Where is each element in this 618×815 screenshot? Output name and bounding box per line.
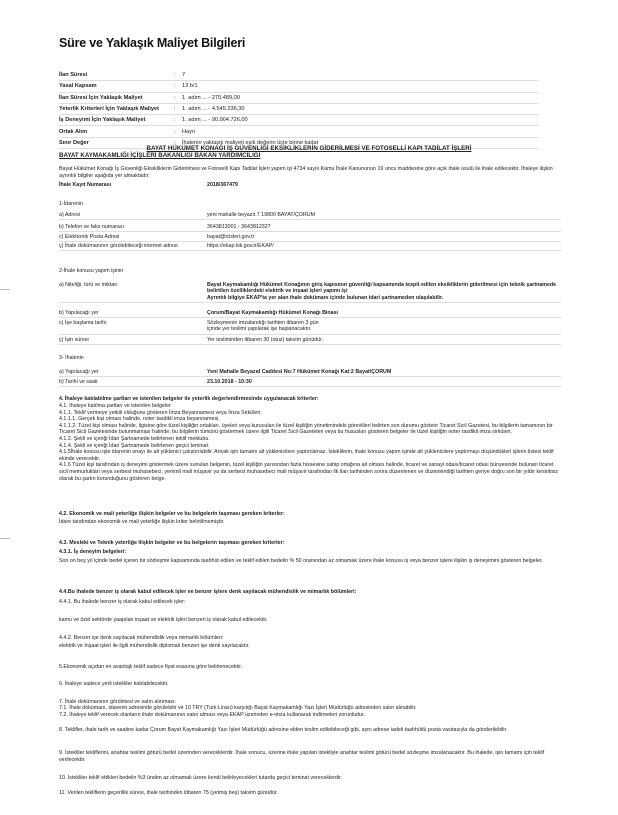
para-10: 10. İstekliler teklif ettikleri bedelin %3 ünden az olmamak üzere kendi belirleyecekleri tutarda geçici teminat vereceklerdir. — [59, 775, 342, 781]
para: 4.1.6 Tüzel kişi tarafından iş deneyimi göstermek üzere sunulan belgenin, tüzel kişiliğin yarısından fazla hissesine sahip ortağına ait olması halinde, ticaret ve sanayi odası/ticaret odası bünyesinde bulunan ticaret sicil memurlukları veya serbest muhasebeci, yeminli mali müşavir ya da serbest muhasebeci mali müşavir tarafından ilk ilan tarihinden sonra düzenlenen ve düzenlendiği tarihten geriye doğru son bir yıldır kesintisiz olarak bu şartın korunduğunu gösteren belge. — [59, 462, 559, 482]
section-42-text: İdare tarafından ekonomik ve mali yeterliğe ilişkin kriter belirtilmemiştir. — [59, 519, 225, 525]
tender-title: BAYAT HÜKÜMET KONAĞI İŞ GÜVENLİĞİ EKSİKLİKLERİN GİDERİLMESİ VE FOTOSELLİ KAPI TADİLAT İŞLERİ — [146, 145, 472, 152]
kv-row: a) Adresi yeni mahalle beyazıt 7 19800 BAYAT/ÇORUM — [59, 212, 561, 220]
para: 4.1. İhaleye katılma şartları ve istenilen belgeler — [59, 403, 171, 409]
section-441-text: kamu ve özel sektörde yaapılan inşaat ve elektrik işleri benzeri iş olarak kabul edilecektir. — [59, 617, 268, 623]
kv-row: c) Elektronik Posta Adresi bayat@icisleri.gov.tr — [59, 234, 561, 242]
ikn-row: İhale Kayıt Numarası 2018/367479 — [59, 182, 238, 188]
para: 4.1.1. Teklif vermeye yetkili olduğunu gösteren İmza Beyannamesi veya İmza Sirküleri; — [59, 409, 262, 416]
kv-row: c) İşe başlama tarihi Sözleşmenin imzalandığı tarihten itibaren 3 gün içinde yer teslimi yapılarak işe başlanacaktır. — [59, 320, 561, 335]
para-5: 5.Ekonomik açıdan en avantajlı teklif sadece fiyat esasına göre belirlenecektir. — [59, 664, 243, 670]
section-442-title: 4.4.2. Benzer işe denk sayılacak mühendislik veya mimarlık bölümleri: — [59, 635, 224, 641]
summary-row: Sınır Değer : İhalenin yaklaşık maliyeti eşik değerin üçte birine kadar — [59, 138, 539, 149]
para: 4.1.2. Şekli ve içeriği İdari Şartnamede belirlenen teklif mektubu. — [59, 435, 210, 442]
section-43-title: 4.3. Mesleki ve Teknik yeterliğe ilişkin belgeler ve bu belgelerin taşıması gereken kriterler: — [59, 540, 285, 546]
kv-row: b) Yapılacağı yer Çorum/Bayat Kaymakamlığı Hükümet Konağı Binası — [59, 310, 561, 318]
section-44-title: 4.4.Bu ihalede benzer iş olarak kabul edilecek işler ve benzer işlere denk sayılacak mühendislik ve mimarlık bölümleri: — [59, 589, 357, 595]
summary-row: İlan Süresi İçin Yaklaşık Maliyet : 1. adım ... - 270.489,00 — [59, 93, 539, 104]
section-442-text: elektrik ve İnşaat işleri ile ilgili mühendislik diplomalı benzeri işe denk sayılacaktır. — [59, 643, 250, 649]
summary-table — [59, 60, 539, 149]
summary-row: Yasal Kapsam : 13 b/1 — [59, 81, 539, 92]
authority-title: BAYAT KAYMAKAMLIĞI İÇİŞLERİ BAKANLIĞI BAKAN YARDIMCILIĞI — [59, 152, 261, 159]
para-7-title: 7. İhale dokümanının görülmesi ve satın alınması: — [59, 699, 176, 705]
section-4-title: 4. İhaleye katılabilme şartları ve istenilen belgeler ile yeterlik değerlendirmesinde uygulanacak kriterler: — [59, 396, 319, 402]
margin-mark — [0, 289, 10, 290]
section-431-title: 4.3.1. İş deneyim belgeleri: — [59, 549, 127, 555]
summary-row: İş Deneyimi İçin Yaklaşık Maliyet : 1. adım ... - 90.904.726,00 — [59, 115, 539, 126]
section-2-title: 2-İhale konusu yapım işinin — [59, 268, 124, 274]
kv-row: a) Yapılacağı yer Yeni Mahalle Beyazıd Caddesi No:7 Hükümet Konağı Kat:2 Bayat/ÇORUM — [59, 369, 561, 377]
para-11: 11. Verilen tekliflerin geçerlilik süresi, ihale tarihinden itibaren 75 (yetmiş beş) takvim günüdür. — [59, 790, 278, 796]
kv-row: b) Telefon ve faks numarası 3643813001 - 3643812327 — [59, 224, 561, 232]
section-431-text: Son on beş yıl içinde bedel içeren bir sözleşme kapsamında taahhüt edilen ve teklif edilen bedelin % 50 oranından az olmamak üzere ihale konusu iş veya benzer işlere ilişkin iş deneyimini gösteren belgeler. — [59, 558, 543, 564]
kv-row: ç) İşin süresi Yer tesliminden itibaren 30 (otuz) takvim günüdür. — [59, 337, 561, 345]
para: 4.1.1.1. Gerçek kişi olması halinde, noter tasdikli imza beyannamesi, — [59, 416, 220, 423]
para-6: 6. İhaleye sadece yerli istekliler katılabilecektir. — [59, 681, 169, 687]
para: 4.1.5İhale konusu işte idarenin onayı ile alt yüklenici çalıştırılabilir. Ancak işin tamamı alt yüklenicilere yaptırılamaz. İsteklilerin, ihale konusu yapım işinde alt yüklenicilere yaptırmayı düşündükleri işlerin listesi teklif ekinde verecektir. — [59, 449, 554, 462]
summary-row: Yeterlik Kriterleri İçin Yaklaşık Maliyet : 1. adım ... - 4.545.236,30 — [59, 104, 539, 115]
summary-row: İlan Süresi : 7 — [59, 70, 539, 81]
intro-text: Bayat Hükümet Konağı İş Güvenliği Eksikliklerin Giderilmesi ve Fotoselli Kapı Tadilat İşleri yapım işi 4734 sayılı Kamu İhale Kanununun 19 uncu maddesine göre açık ihale usulü ile ihale edilecektir. İhaleye ilişkin ayrıntılı bilgiler aşağıda yer almaktadır: — [59, 166, 553, 179]
para: 4.1.4. Şekli ve içeriği İdari Şartnamede belirlenen geçici teminat. — [59, 442, 210, 449]
section-4-body — [59, 403, 561, 482]
page-title: Süre ve Yaklaşık Maliyet Bilgileri — [59, 36, 246, 50]
kv-row: ç) İhale dokümanının görülebileceği internet adresi https://ekap.kik.gov.tr/EKAP/ — [59, 243, 561, 251]
margin-mark — [0, 538, 10, 539]
kv-row: b) Tarihi ve saati 23.10.2018 - 10:30 — [59, 379, 561, 387]
section-42-title: 4.2. Ekonomik ve mali yeterliğe ilişkin belgeler ve bu belgelerin taşıması gereken kriterler: — [59, 511, 285, 517]
section-3-title: 3- İhalenin — [59, 355, 84, 361]
para-9: 9. İstekliler tekliflerini, anahtar teslimi götürü bedel üzerinden vereceklerdir. İhale sonucu, üzerine ihale yapılan istekliyle anahtar teslimi götürü bedel sözleşme imzalanacaktır. Bu ihalede, işin tamamı için teklif verilecektir. — [59, 750, 545, 763]
kv-row: a) Niteliği, türü ve miktarı Bayat Kaymakamlığı Hükümet Konağının giriş kapısının güvenliği kapsamında tespit edilen eksikliklerin giderilmesi için teknik şartnamede belirtilen özelliklerdeki elektrik ve inşaat işleri yapımı işi Ayrıntılı bilgiye EKAP'ta yer alan ihale dokümanı içinde bulunan idari şartnameden ulaşılabilir. — [59, 282, 561, 303]
para-8: 8. Teklifler, ihale tarih ve saatine kadar Çorum Bayat Kaymakamlığı Yazı İşleri Müdürlüğü adresine elden teslim edilebileceği gibi, aynı adrese iadeli taahhütlü posta vasıtasıyla da gönderilebilir. — [59, 727, 508, 733]
para-7-2: 7.2. İhaleye teklif verecek olanların ihale dokümanının satın alması veya EKAP üzerinden e-imza kullanarak indirmeleri zorunludur. — [59, 712, 365, 718]
section-1-title: 1-İdarenin — [59, 201, 83, 207]
summary-row: Ortak Alım : Hayır — [59, 126, 539, 137]
para: 4.1.1.2. Tüzel kişi olması halinde, ilgisine göre tüzel kişiliğin ortakları, üyeleri veya kurucuları ile tüzel kişiliğin yönetimindeki görevlileri belirten son durumu gösterir Ticaret Sicil Gazetesi, bu bilgilerin tamamının bir Ticaret Sicil Gazetesinde bulunmaması halinde, bu bilgilerin tümünü göstermek üzere ilgili Ticaret Sicil Gazeteleri veya bu hususları gösteren belgeler ile tüzel kişiliğin noter tasdikli imza sirküleri, — [59, 422, 553, 436]
para-7-1: 7.1. İhale dokümanı, idarenin adresinde görülebilir ve 10 TRY (Türk Lirası) karşılığı Bayat Kaymakamlığı Yazı İşleri Müdürlüğü adresinden satın alınabilir. — [59, 705, 417, 711]
section-441-title: 4.4.1. Bu ihalede benzer iş olarak kabul edilecek işler: — [59, 599, 186, 605]
